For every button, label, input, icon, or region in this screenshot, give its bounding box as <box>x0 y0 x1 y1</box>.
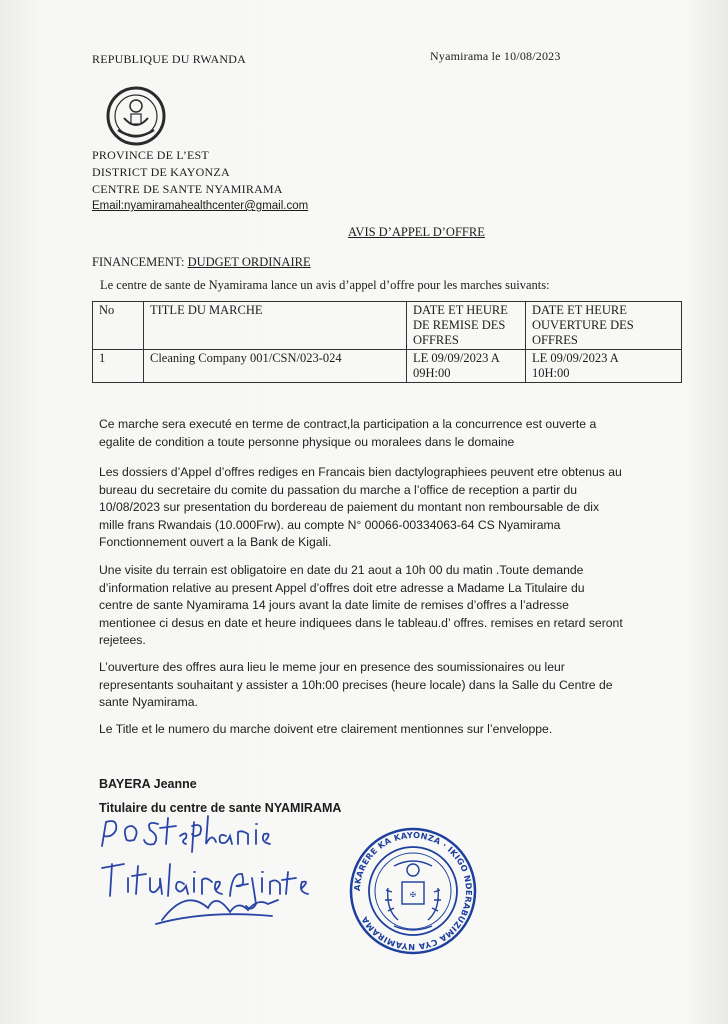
cell-ouverture <box>526 350 682 383</box>
offers-table <box>92 301 682 383</box>
paragraph-execution <box>99 416 634 451</box>
header-title: TITLE DU MARCHE <box>144 302 407 350</box>
republic-label: REPUBLIQUE DU RWANDA <box>92 52 246 66</box>
paragraph-line: 10/08/2023 sur presentation du bordereau de paiement du montant non remboursable de dix <box>99 500 600 514</box>
paragraph-line: mentionee ci desus en date et heure indiquees dans le tableau.d’ offres. remises en retard seront <box>99 615 623 630</box>
province-label: PROVINCE DE L’EST <box>92 148 209 162</box>
paragraph-line: sante Nyamirama. <box>99 695 198 709</box>
paragraph-visite <box>99 562 634 650</box>
financement-value: DUDGET ORDINAIRE <box>187 255 311 269</box>
header-ouverture-line: OFFRES <box>532 333 578 347</box>
header-ouverture-line: OUVERTURE DES <box>532 318 634 332</box>
handwritten-signature-icon <box>96 812 346 932</box>
stamp-ring-text: AKARERE KA KAYONZA · IKIGO NDERABUZIMA CYA NYAMIRAMA <box>351 829 475 953</box>
paragraph-line: d’information relative au present Appel d’offres doit etre adresse a Madame La Titulaire du <box>99 580 585 595</box>
table-header-row <box>93 302 682 350</box>
paragraph-line: Le Title et le numero du marche doivent etre clairement mentionnes sur l’enveloppe. <box>99 722 553 736</box>
header-remise <box>407 302 526 350</box>
document-title: AVIS D’APPEL D’OFFRE <box>348 225 485 239</box>
cell-ouverture-line: LE 09/09/2023 A <box>532 351 619 365</box>
table-row <box>93 350 682 383</box>
financement-line <box>92 255 311 270</box>
header-ouverture <box>526 302 682 350</box>
paragraph-line: L’ouverture des offres aura lieu le meme jour en presence des soumissionaires ou leur <box>99 660 565 674</box>
paragraph-ouverture <box>99 659 634 712</box>
header-remise-line: OFFRES <box>413 333 459 347</box>
official-stamp-icon <box>348 826 478 956</box>
cell-remise-line: LE 09/09/2023 A <box>413 351 500 365</box>
svg-text:✠: ✠ <box>410 891 416 899</box>
cell-remise <box>407 350 526 383</box>
paragraph-line: Fonctionnement ouvert a la Bank de Kigali. <box>99 535 332 549</box>
paragraph-line: Ce marche sera executé en terme de contract,la participation a la concurrence est ouverte a <box>99 417 597 431</box>
cell-title: Cleaning Company 001/CSN/023-024 <box>144 350 407 383</box>
rwanda-emblem-icon <box>104 84 168 148</box>
place-date: Nyamirama le 10/08/2023 <box>430 49 561 63</box>
paragraph-line: bureau du secretaire du comite du passation du marche a l’office de reception a partir du <box>99 482 578 497</box>
paragraph-line: rejetees. <box>99 633 146 647</box>
intro-text: Le centre de sante de Nyamirama lance un avis d’appel d’offre pour les marches suivants: <box>100 278 550 292</box>
email-link[interactable]: Email:nyamiramahealthcenter@gmail.com <box>92 200 309 212</box>
signatory-name: BAYERA Jeanne <box>99 777 197 791</box>
signatory-role: Titulaire du centre de sante NYAMIRAMA <box>99 801 342 815</box>
paragraph-line: Une visite du terrain est obligatoire en date du 21 aout a 10h 00 du matin .Toute demande <box>99 563 584 577</box>
cell-ouverture-line: 10H:00 <box>532 366 570 380</box>
paragraph-line: egalite de condition a toute personne physique ou moralees dans le domaine <box>99 434 515 449</box>
financement-label: FINANCEMENT: <box>92 255 188 269</box>
paragraph-line: representants souhaitant y assister a 10h:00 precises (heure locale) dans la Salle du Centre de <box>99 677 613 692</box>
header-no: No <box>93 302 144 350</box>
paragraph-line: mille frans Rwandais (10.000Frw). au compte N° 00066-00334063-64 CS Nyamirama <box>99 517 561 532</box>
cell-remise-line: 09H:00 <box>413 366 451 380</box>
district-label: DISTRICT DE KAYONZA <box>92 165 230 179</box>
header-ouverture-line: DATE ET HEURE <box>532 303 627 317</box>
cell-no: 1 <box>93 350 144 383</box>
header-remise-line: DE REMISE DES <box>413 318 506 332</box>
paragraph-enveloppe <box>99 721 634 739</box>
paragraph-line: centre de sante Nyamirama 14 jours avant la date limite de remises d’offres a l’adresse <box>99 598 569 612</box>
paragraph-dossiers <box>99 464 634 552</box>
centre-label: CENTRE DE SANTE NYAMIRAMA <box>92 182 283 196</box>
paragraph-line: Les dossiers d’Appel d’offres rediges en Francais bien dactylographiees peuvent etre obtenus au <box>99 465 622 479</box>
header-remise-line: DATE ET HEURE <box>413 303 508 317</box>
